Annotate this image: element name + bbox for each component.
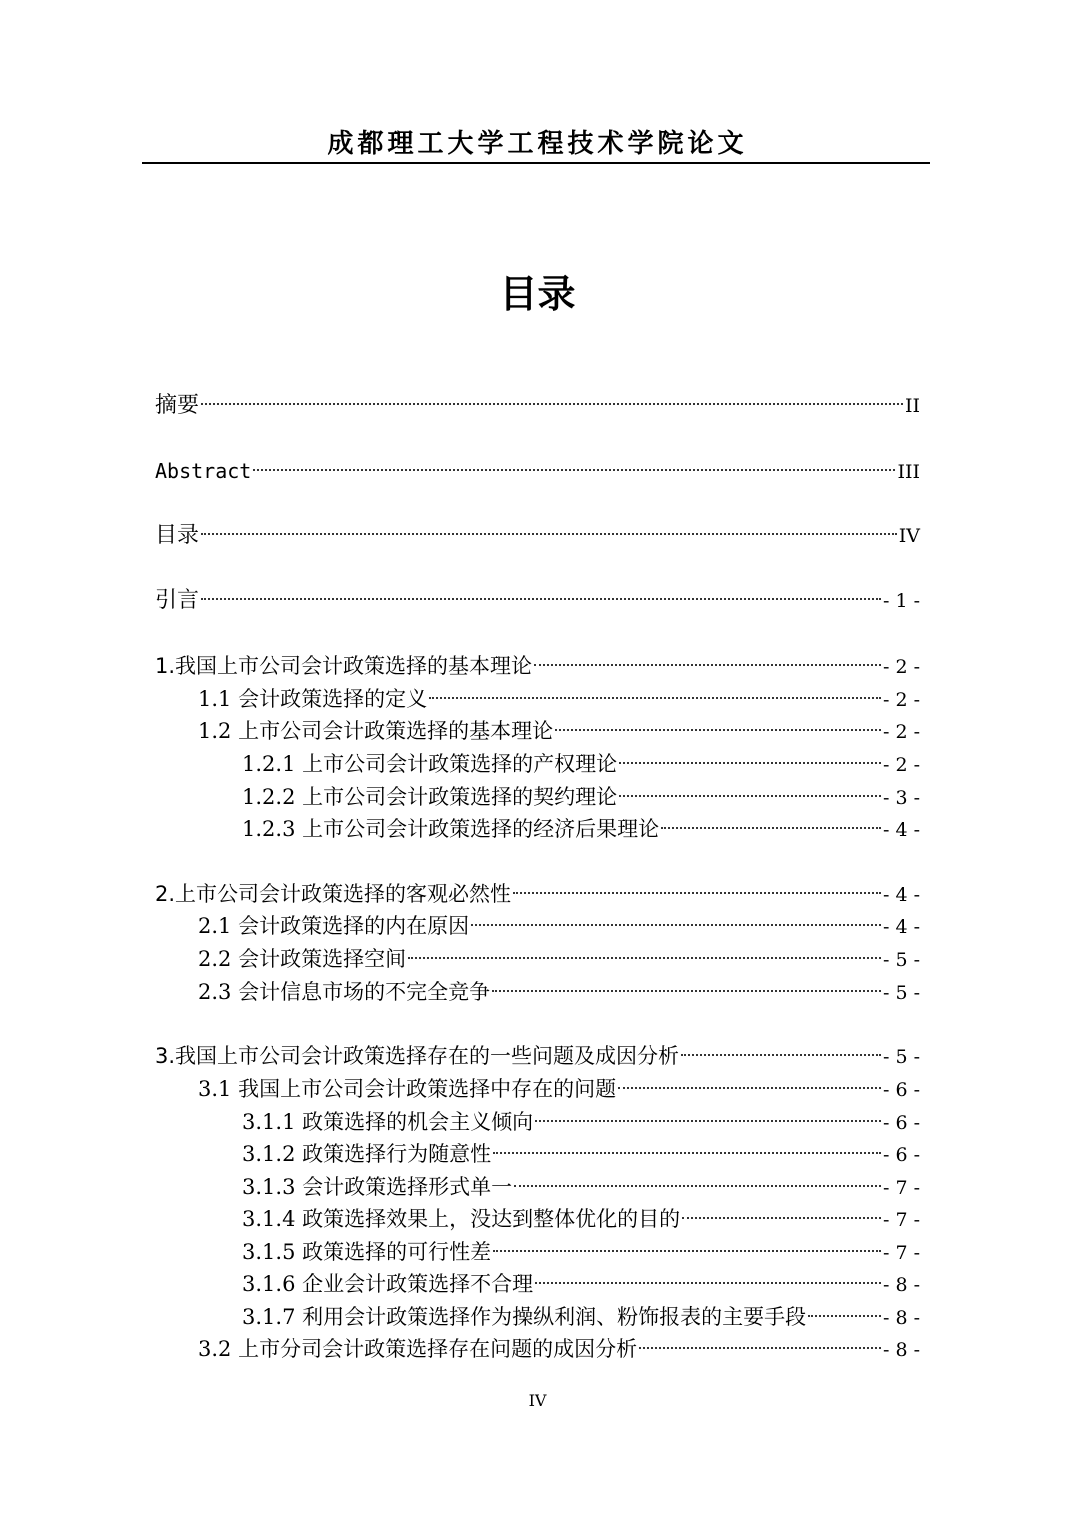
toc-page-number: - 6 - (882, 1112, 920, 1134)
toc-entry-1-2-2[interactable] (242, 781, 920, 813)
header-rule (142, 162, 930, 164)
toc-label: 2.1 会计政策选择的内在原因 (198, 914, 470, 938)
dot-leader (619, 795, 881, 797)
dot-leader (429, 697, 881, 699)
dot-leader (535, 1282, 881, 1284)
toc-entry-contents[interactable] (155, 520, 920, 552)
toc-label: 1.2.1 上市公司会计政策选择的产权理论 (242, 752, 618, 776)
dot-leader (534, 664, 881, 666)
dot-leader (639, 1347, 881, 1349)
toc-page-number: - 2 - (882, 721, 920, 743)
toc-label: 3.2 上市分司会计政策选择存在问题的成因分析 (198, 1337, 638, 1361)
toc-label: 3.1.4 政策选择效果上，没达到整体优化的目的 (242, 1207, 681, 1231)
dot-leader (492, 990, 881, 992)
toc-page-number: - 2 - (882, 656, 920, 678)
toc-entry-2-1[interactable] (198, 910, 920, 942)
toc-entry-3-2[interactable] (198, 1333, 920, 1365)
dot-leader (514, 1185, 881, 1187)
toc-label: 3.1.3 会计政策选择形式单一 (242, 1175, 513, 1199)
toc-page-number: - 7 - (882, 1242, 920, 1264)
dot-leader (555, 729, 881, 731)
dot-leader (471, 924, 881, 926)
toc-entry-chapter-3[interactable] (155, 1040, 920, 1072)
toc-label: 目录 (155, 523, 200, 548)
toc-entry-2-2[interactable] (198, 943, 920, 975)
toc-label: 1.2.3 上市公司会计政策选择的经济后果理论 (242, 817, 660, 841)
toc-label: 3.1.7 利用会计政策选择作为操纵利润、粉饰报表的主要手段 (242, 1305, 807, 1329)
dot-leader (201, 598, 881, 600)
toc-entry-abstract-en[interactable] (155, 455, 920, 487)
dot-leader (253, 469, 895, 471)
dot-leader (201, 403, 903, 405)
toc-entry-chapter-2[interactable] (155, 878, 920, 910)
toc-page-number: - 2 - (882, 689, 920, 711)
dot-leader (619, 762, 881, 764)
toc-page-number: - 7 - (882, 1177, 920, 1199)
toc-label: 3.1.6 企业会计政策选择不合理 (242, 1272, 534, 1296)
toc-page-number: - 7 - (882, 1209, 920, 1231)
toc-page-number: - 3 - (882, 787, 920, 809)
dot-leader (201, 533, 897, 535)
running-header: 成都理工大学工程技术学院论文 (327, 129, 748, 159)
dot-leader (682, 1217, 881, 1219)
toc-page-number: - 5 - (882, 949, 920, 971)
toc-entry-1-2[interactable] (198, 715, 920, 747)
toc-label: 3.我国上市公司会计政策选择存在的一些问题及成因分析 (155, 1044, 680, 1068)
dot-leader (493, 1152, 881, 1154)
toc-label: 引言 (155, 588, 200, 613)
toc-label: 3.1 我国上市公司会计政策选择中存在的问题 (198, 1077, 617, 1101)
toc-entry-3-1-3[interactable] (242, 1171, 920, 1203)
toc-entry-1-2-3[interactable] (242, 813, 920, 845)
toc-page-number: - 4 - (882, 916, 920, 938)
toc-entry-3-1-4[interactable] (242, 1203, 920, 1235)
toc-page-number: - 4 - (882, 884, 920, 906)
toc-entry-1-2-1[interactable] (242, 748, 920, 780)
toc-label: 1.我国上市公司会计政策选择的基本理论 (155, 654, 533, 678)
toc-entry-3-1-7[interactable] (242, 1301, 920, 1333)
dot-leader (535, 1120, 881, 1122)
dot-leader (513, 892, 881, 894)
toc-entry-3-1-6[interactable] (242, 1268, 920, 1300)
toc-label: 2.上市公司会计政策选择的客观必然性 (155, 882, 512, 906)
toc-entry-3-1-2[interactable] (242, 1138, 920, 1170)
toc-page-number: - 5 - (882, 982, 920, 1004)
toc-page-number: - 5 - (882, 1046, 920, 1068)
toc-entry-abstract-cn[interactable] (155, 390, 920, 422)
toc-label: 3.1.5 政策选择的可行性差 (242, 1240, 492, 1264)
toc-entry-chapter-1[interactable] (155, 650, 920, 682)
toc-entry-2-3[interactable] (198, 976, 920, 1008)
toc-page-number: - 2 - (882, 754, 920, 776)
toc-entry-1-1[interactable] (198, 683, 920, 715)
toc-label: Abstract (155, 459, 252, 483)
dot-leader (808, 1315, 881, 1317)
toc-page-number: - 6 - (882, 1144, 920, 1166)
toc-page-number: - 4 - (882, 819, 920, 841)
toc-label: 1.2.2 上市公司会计政策选择的契约理论 (242, 785, 618, 809)
toc-entry-3-1-5[interactable] (242, 1236, 920, 1268)
toc-page-number: - 8 - (882, 1274, 920, 1296)
toc-entry-introduction[interactable] (155, 585, 920, 617)
toc-label: 1.2 上市公司会计政策选择的基本理论 (198, 719, 554, 743)
toc-page-number: - 1 - (882, 590, 920, 612)
dot-leader (681, 1054, 881, 1056)
page-title: 目录 (499, 272, 576, 316)
toc-page-number: - 8 - (882, 1307, 920, 1329)
toc-page-number: - 8 - (882, 1339, 920, 1361)
dot-leader (493, 1250, 881, 1252)
toc-page-number: - 6 - (882, 1079, 920, 1101)
toc-label: 2.2 会计政策选择空间 (198, 947, 407, 971)
toc-entry-3-1-1[interactable] (242, 1106, 920, 1138)
toc-label: 3.1.1 政策选择的机会主义倾向 (242, 1110, 534, 1134)
toc-page-number: III (897, 461, 920, 483)
toc-page-number: II (904, 395, 920, 417)
toc-label: 1.1 会计政策选择的定义 (198, 687, 428, 711)
toc-label: 2.3 会计信息市场的不完全竞争 (198, 980, 491, 1004)
page-number-footer: IV (528, 1391, 547, 1410)
dot-leader (661, 827, 881, 829)
toc-label: 3.1.2 政策选择行为随意性 (242, 1142, 492, 1166)
toc-page-number: IV (898, 525, 920, 547)
toc-entry-3-1[interactable] (198, 1073, 920, 1105)
dot-leader (618, 1087, 881, 1089)
dot-leader (408, 957, 881, 959)
toc-label: 摘要 (155, 393, 200, 418)
